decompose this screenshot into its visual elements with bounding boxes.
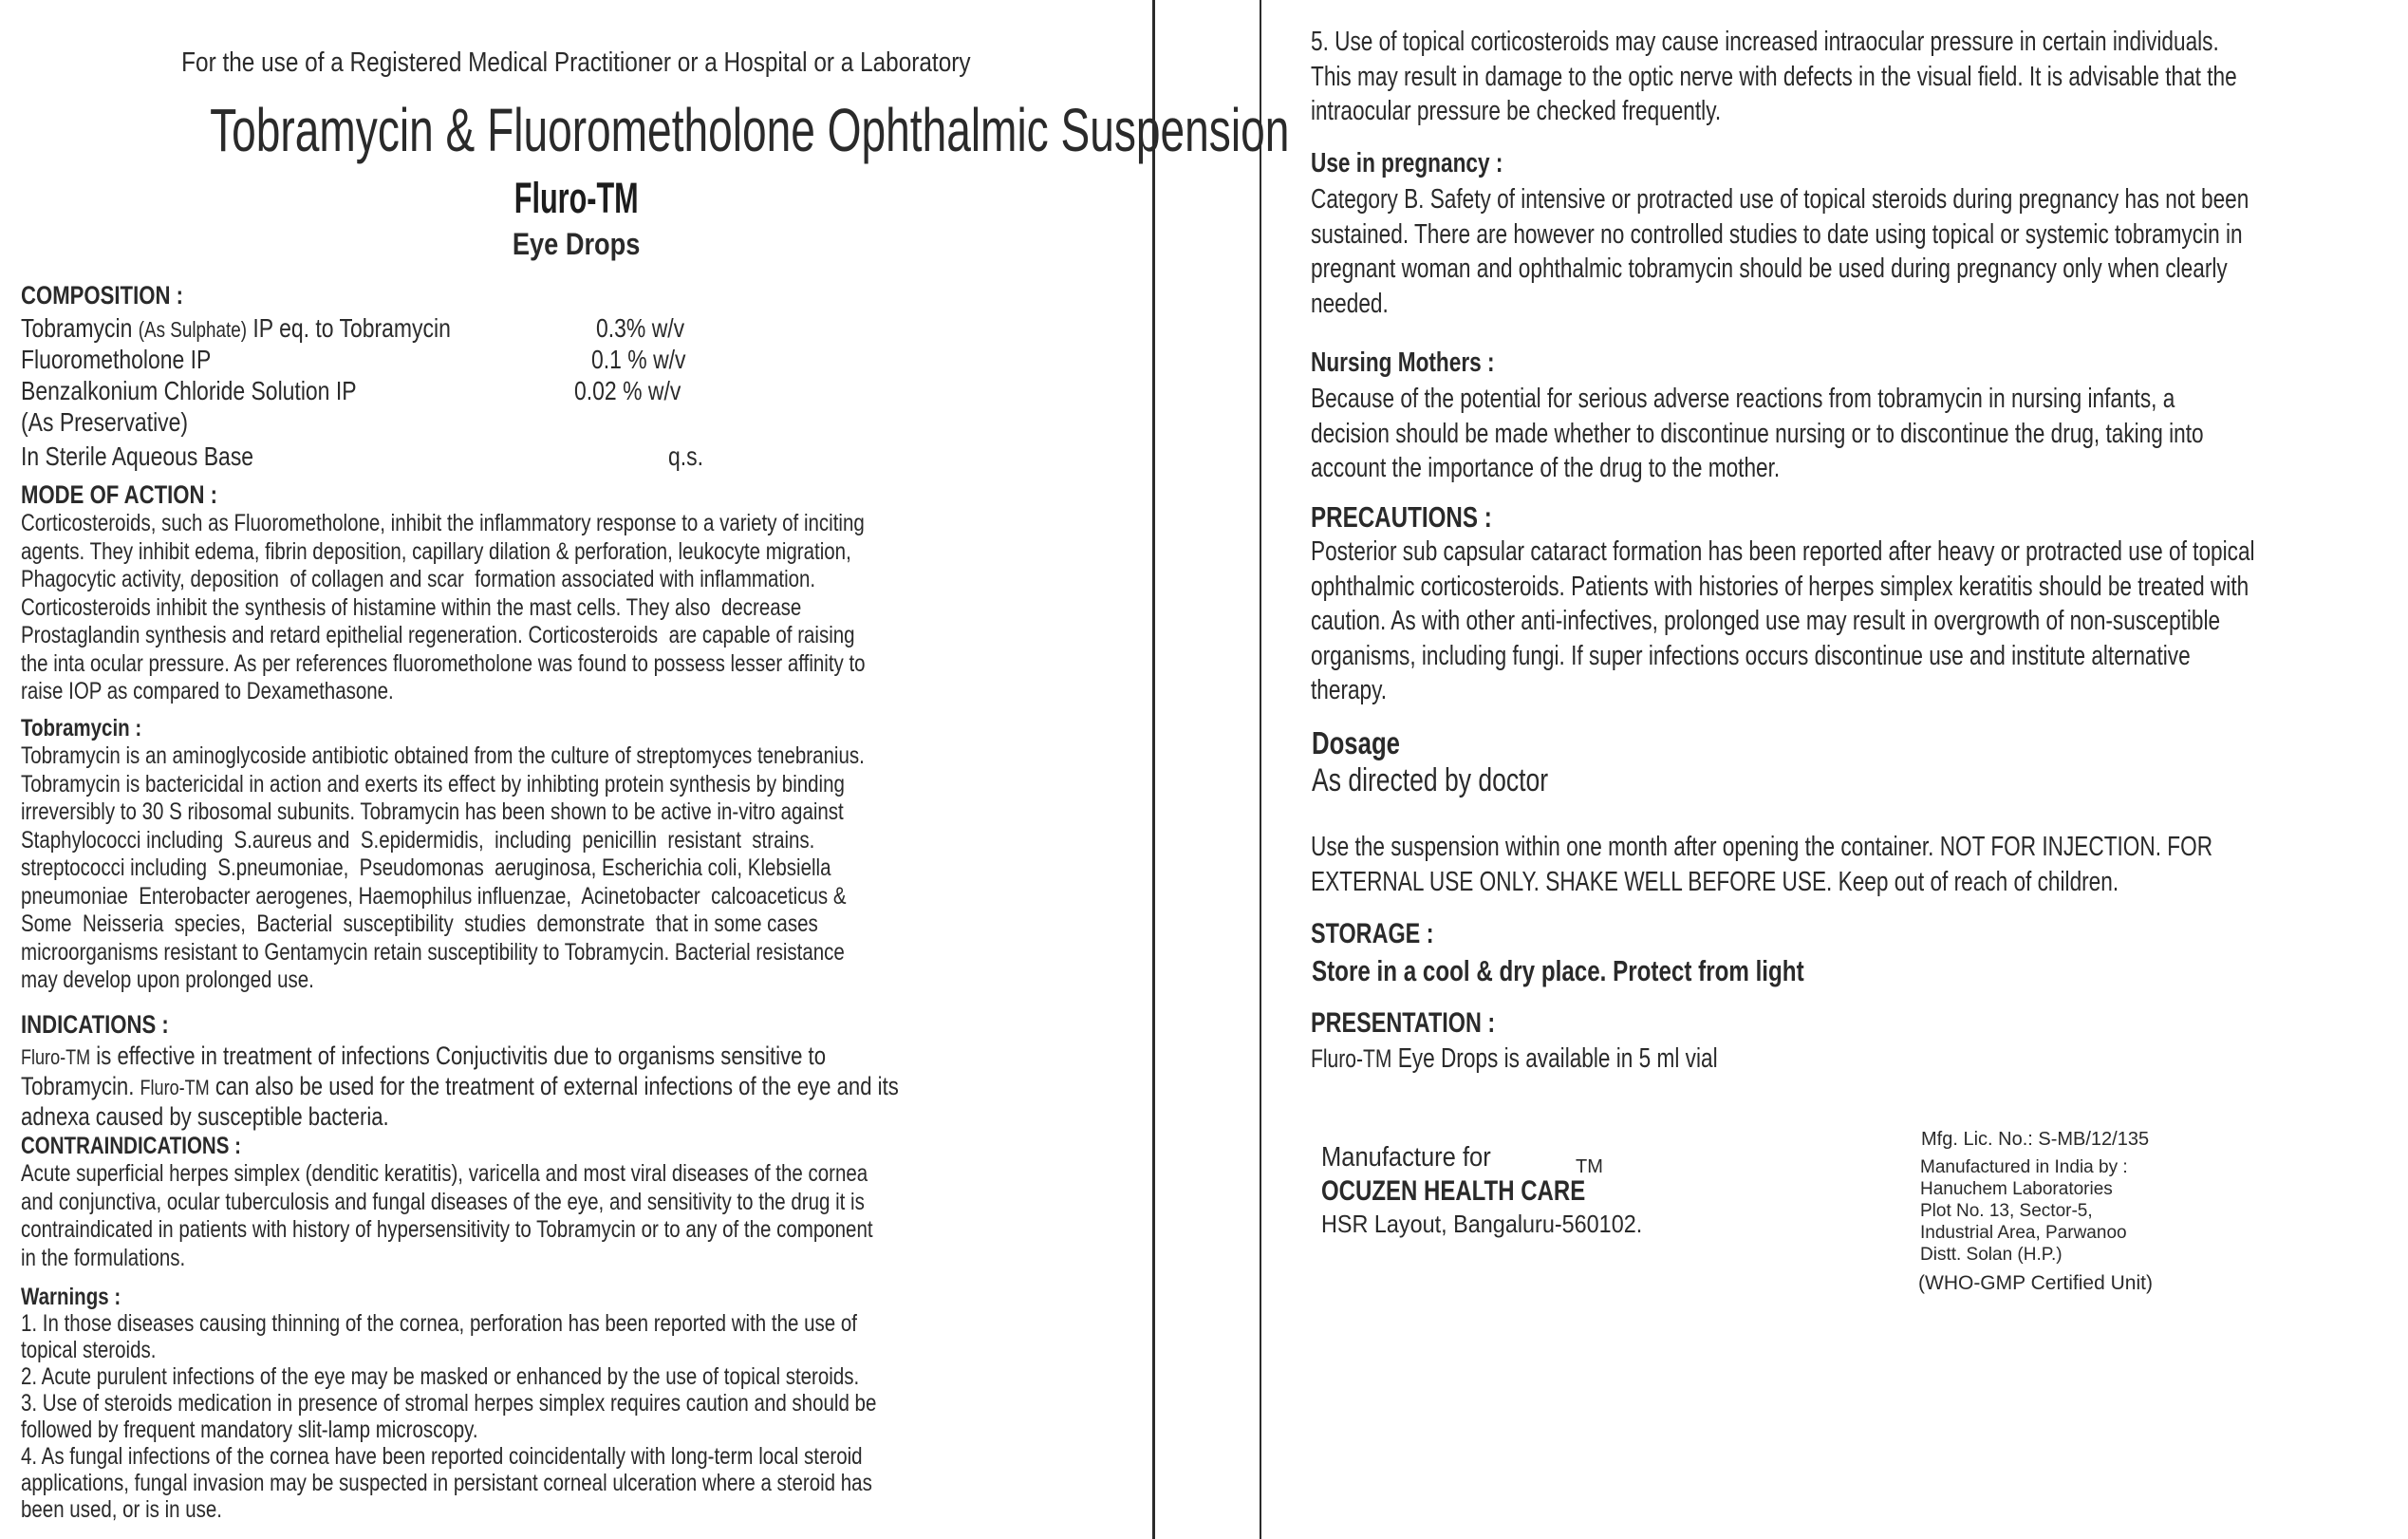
ingredient-note: (As Preservative) bbox=[21, 407, 189, 437]
ingredient-name: Benzalkonium Chloride Solution IP bbox=[21, 376, 357, 405]
text-line: therapy. bbox=[1311, 675, 1388, 705]
text-line bbox=[21, 1042, 899, 1072]
brand-mention: Fluro-TM bbox=[140, 1076, 210, 1099]
address-line: Hanuchem Laboratories bbox=[1920, 1179, 2113, 1199]
fold-line-left bbox=[1152, 0, 1155, 1539]
precautions-heading: PRECAUTIONS : bbox=[1311, 500, 1492, 534]
text-line: the inta ocular pressure. As per references fluorometholone was found to possess lesser affinity to bbox=[21, 649, 866, 677]
text-line: Acute superficial herpes simplex (denditic keratitis), varicella and most viral diseases of the cornea bbox=[21, 1160, 868, 1187]
fold-line-right bbox=[1260, 0, 1261, 1539]
warning-item: 4. As fungal infections of the cornea have been reported coincidentally with long-term local steroid bbox=[21, 1443, 863, 1470]
dosage-heading: Dosage bbox=[1312, 725, 1400, 760]
brand-mention: Fluro-TM bbox=[21, 1045, 91, 1069]
text-line: caution. As with other anti-infectives, prolonged use may result in overgrowth of non-susceptible bbox=[1311, 606, 2221, 636]
prescription-notice-text: For the use of a Registered Medical Practitioner or a Hospital or a Laboratory bbox=[181, 47, 971, 78]
tobramycin-heading: Tobramycin : bbox=[21, 715, 142, 741]
tobramycin-body bbox=[21, 742, 865, 995]
product-title bbox=[0, 95, 1290, 165]
text-line: sustained. There are however no controlled studies to date using topical or systemic tobramycin in bbox=[1311, 218, 2243, 250]
text-line: irreversibly to 30 S ribosomal subunits. Tobramycin has been shown to be active in-vitro against bbox=[21, 798, 844, 825]
storage-text: Store in a cool & dry place. Protect from light bbox=[1312, 954, 1804, 987]
warnings-continued bbox=[1311, 25, 2237, 129]
text-segment: Tobramycin. bbox=[21, 1072, 140, 1100]
who-gmp-certification: (WHO-GMP Certified Unit) bbox=[1918, 1272, 2153, 1294]
marketer-label: Manufacture for bbox=[1321, 1142, 1491, 1173]
text-segment: can also be used for the treatment of external infections of the eye and its bbox=[209, 1072, 899, 1100]
text-line: Posterior sub capsular cataract formation has been reported after heavy or protracted use of topical bbox=[1311, 536, 2255, 567]
text-line: microorganisms resistant to Gentamycin retain susceptibility to Tobramycin. Bacterial resistance bbox=[21, 938, 845, 966]
text-line: Phagocytic activity, deposition of collagen and scar formation associated with inflammation. bbox=[21, 566, 816, 592]
text-line: Some Neisseria species, Bacterial susceptibility studies demonstrate that in some cases bbox=[21, 910, 818, 937]
address-line: Distt. Solan (H.P.) bbox=[1920, 1245, 2063, 1265]
text-line: EXTERNAL USE ONLY. SHAKE WELL BEFORE USE. Keep out of reach of children. bbox=[1311, 866, 2119, 897]
trademark-mark: TM bbox=[1576, 1156, 1603, 1177]
dosage-text: As directed by doctor bbox=[1312, 762, 1549, 798]
storage-heading: STORAGE : bbox=[1311, 918, 1434, 949]
usage-notice bbox=[1311, 830, 2212, 899]
text-line: Corticosteroids, such as Fluorometholone, inhibit the inflammatory response to a variety of inciting bbox=[21, 510, 865, 536]
ingredient-name: Tobramycin bbox=[21, 313, 139, 343]
text-line: applications, fungal invasion may be suspected in persistant corneal ulceration where a steroid has bbox=[21, 1470, 872, 1496]
pregnancy-heading: Use in pregnancy : bbox=[1311, 148, 1503, 178]
text-line: and conjunctiva, ocular tuberculosis and fungal diseases of the eye, and sensitivity to the drug it is bbox=[21, 1188, 865, 1215]
marketer-company: OCUZEN HEALTH CARE bbox=[1321, 1175, 1586, 1207]
warning-item: 5. Use of topical corticosteroids may cause increased intraocular pressure in certain individuals. bbox=[1311, 27, 2219, 57]
product-title-text: Tobramycin & Fluorometholone Ophthalmic Suspension bbox=[210, 96, 1290, 164]
text-line bbox=[21, 1072, 899, 1102]
ingredient-value: 0.02 % w/v bbox=[574, 376, 681, 405]
text-line: organisms, including fungi. If super infections occurs discontinue use and institute alternative bbox=[1311, 640, 2191, 671]
nursing-mothers-body bbox=[1311, 382, 2204, 486]
warnings-body bbox=[21, 1310, 876, 1523]
text-line: Staphylococci including S.aureus and S.epidermidis, including penicillin resistant strains. bbox=[21, 826, 815, 854]
indications-heading: INDICATIONS : bbox=[21, 1010, 169, 1039]
text-line: raise IOP as compared to Dexamethasone. bbox=[21, 678, 394, 704]
text-line: Category B. Safety of intensive or protracted use of topical steroids during pregnancy has not been bbox=[1311, 184, 2249, 215]
warning-item: 1. In those diseases causing thinning of the cornea, perforation has been reported with the use of bbox=[21, 1310, 857, 1337]
ingredient-value: q.s. bbox=[668, 441, 704, 471]
text-line: Use the suspension within one month after opening the container. NOT FOR INJECTION. FOR bbox=[1311, 832, 2213, 862]
text-line: adnexa caused by susceptible bacteria. bbox=[21, 1102, 389, 1131]
text-line: in the formulations. bbox=[21, 1244, 186, 1271]
prescription-notice bbox=[0, 47, 1152, 79]
text-line: Tobramycin is bactericidal in action and exerts its effect by inhibting protein synthesis by binding bbox=[21, 770, 845, 798]
address-line: Industrial Area, Parwanoo bbox=[1920, 1223, 2127, 1243]
text-line: decision should be made whether to discontinue nursing or to discontinue the drug, taking into bbox=[1311, 418, 2204, 449]
presentation-heading: PRESENTATION : bbox=[1311, 1007, 1496, 1039]
ingredient-value: 0.1 % w/v bbox=[591, 345, 686, 374]
text-line: streptococci including S.pneumoniae, Pseudomonas aeruginosa, Escherichia coli, Klebsiella bbox=[21, 854, 831, 881]
text-segment: is effective in treatment of infections Conjuctivitis due to organisms sensitive to bbox=[90, 1042, 827, 1070]
text-line: Corticosteroids inhibit the synthesis of histamine within the mast cells. They also decrease bbox=[21, 593, 802, 621]
presentation-text bbox=[1311, 1043, 1718, 1075]
text-segment: Eye Drops is available in 5 ml vial bbox=[1391, 1043, 1718, 1074]
composition-heading: COMPOSITION : bbox=[21, 281, 183, 310]
warnings-heading: Warnings : bbox=[21, 1284, 121, 1310]
ingredient-name: In Sterile Aqueous Base bbox=[21, 441, 254, 471]
text-line: This may result in damage to the optic nerve with defects in the visual field. It is advisable that the bbox=[1311, 61, 2237, 92]
mode-of-action-heading: MODE OF ACTION : bbox=[21, 480, 218, 509]
composition-row bbox=[21, 313, 451, 344]
text-line: may develop upon prolonged use. bbox=[21, 967, 314, 993]
ingredient-name-suffix: IP eq. to Tobramycin bbox=[247, 313, 451, 343]
address-line: Plot No. 13, Sector-5, bbox=[1920, 1201, 2093, 1221]
text-line: topical steroids. bbox=[21, 1337, 157, 1363]
text-line: contraindicated in patients with history of hypersensitivity to Tobramycin or to any of the component bbox=[21, 1216, 873, 1243]
text-line: intraocular pressure be checked frequently. bbox=[1311, 96, 1722, 126]
text-line: Tobramycin is an aminoglycoside antibiotic obtained from the culture of streptomyces tenebranius. bbox=[21, 742, 865, 769]
text-line: account the importance of the drug to the mother. bbox=[1311, 453, 1781, 483]
contraindications-heading: CONTRAINDICATIONS : bbox=[21, 1133, 241, 1159]
manufacturer-address bbox=[1920, 1156, 2128, 1266]
brand-name-text: Fluro-TM bbox=[513, 174, 639, 222]
precautions-body bbox=[1311, 535, 2255, 708]
contraindications-body bbox=[21, 1160, 873, 1272]
brand-mention: Fluro-TM bbox=[1311, 1044, 1392, 1073]
dosage-form bbox=[0, 227, 1152, 262]
ingredient-name: Fluorometholone IP bbox=[21, 345, 212, 374]
text-line: Prostaglandin synthesis and retard epithelial regeneration. Corticosteroids are capable of raising bbox=[21, 622, 855, 648]
pregnancy-body bbox=[1311, 182, 2249, 321]
mode-of-action-body bbox=[21, 510, 866, 706]
text-line: been used, or is in use. bbox=[21, 1496, 222, 1523]
brand-name bbox=[0, 174, 1152, 223]
warning-item: 2. Acute purulent infections of the eye may be masked or enhanced by the use of topical steroids. bbox=[21, 1363, 860, 1390]
warning-item: 3. Use of steroids medication in presence of stromal herpes simplex requires caution and should be bbox=[21, 1390, 877, 1417]
text-line: Because of the potential for serious adverse reactions from tobramycin in nursing infants, a bbox=[1311, 384, 2175, 414]
dosage-form-text: Eye Drops bbox=[512, 227, 641, 261]
ingredient-salt: (As Sulphate) bbox=[138, 317, 248, 342]
text-line: pneumoniae Enterobacter aerogenes, Haemophilus influenzae, Acinetobacter calcoaceticus & bbox=[21, 882, 847, 910]
mfg-license: Mfg. Lic. No.: S-MB/12/135 bbox=[1921, 1129, 2150, 1150]
address-line: Manufactured in India by : bbox=[1920, 1157, 2128, 1177]
marketer-address: HSR Layout, Bangaluru-560102. bbox=[1321, 1210, 1643, 1238]
text-line: followed by frequent mandatory slit-lamp microscopy. bbox=[21, 1417, 478, 1443]
text-line: needed. bbox=[1311, 288, 1389, 319]
nursing-mothers-heading: Nursing Mothers : bbox=[1311, 347, 1495, 378]
ingredient-value: 0.3% w/v bbox=[596, 313, 685, 343]
text-line: ophthalmic corticosteroids. Patients with histories of herpes simplex keratitis should be treated with bbox=[1311, 571, 2249, 602]
text-line: agents. They inhibit edema, fibrin deposition, capillary dilation & perforation, leukocyte migration, bbox=[21, 537, 851, 565]
text-line: pregnant woman and ophthalmic tobramycin should be used during pregnancy only when clearly bbox=[1311, 253, 2228, 284]
indications-body bbox=[21, 1042, 899, 1132]
